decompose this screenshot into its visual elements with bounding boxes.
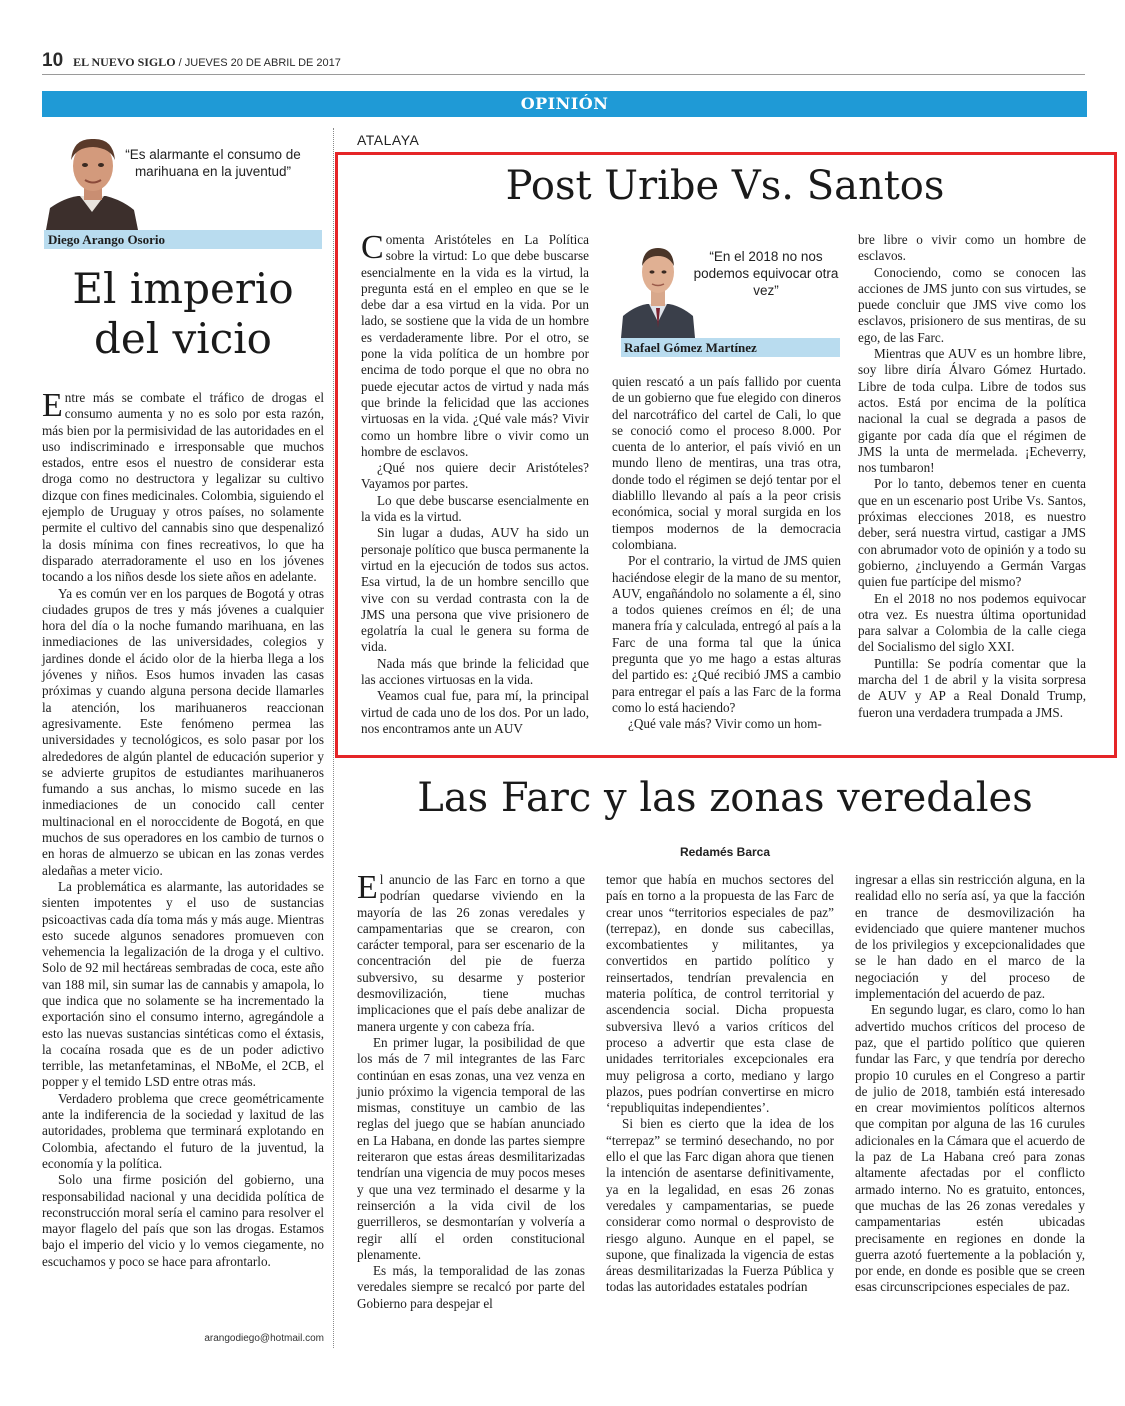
pull-quote-left: “Es alarmante el consumo de marihuana en la juventud” xyxy=(125,147,301,179)
article-title-lower: Las Farc y las zonas veredales xyxy=(417,775,1033,821)
article-column-1 xyxy=(361,229,589,737)
drop-cap: E xyxy=(42,387,63,424)
section-band xyxy=(42,91,1087,117)
paragraph: ¿Qué nos quiere decir Aristóteles? Vayamos por partes. xyxy=(361,460,589,492)
drop-cap: E xyxy=(357,869,378,906)
author-byline-atalaya xyxy=(621,338,840,357)
paragraph: En el 2018 no nos podemos equivocar otra vez. Es nuestra última oportunidad para salvar a Colombia de la calle ciega del Socialismo del siglo XXI. xyxy=(858,590,1086,655)
paragraph: Veamos cual fue, para mí, la principal virtud de cada uno de los dos. Por un lado, nos encontramos ante un AUV xyxy=(361,688,589,736)
article-title-left: El imperio del vicio xyxy=(72,264,294,363)
lower-column-2 xyxy=(606,872,834,1296)
paragraph: La problemática es alarmante, las autoridades se sienten impotentes y el uso de sustancias psicoactivas cada día toma más y más auge. Mientras esto sucede algunos senadores promueven con vehemencia la legalización de la droga y el cultivo. Solo de 92 mil hectáreas sembradas de coca, este año van 188 mil, sin sumar las de cannabis y amapola, lo que indica que no solamente se ha incrementado la exportación sino el consumo interno, agregándole a esto las nuevas sustancias sintéticas como el éxtasis, la cocaína rosada que es de un poder adictivo terrible, las metanfetaminas, el NBoMe, el 2CB, el popper y el temido LSD entre otras más. xyxy=(42,878,324,1090)
paragraph: temor que había en muchos sectores del país en torno a la propuesta de las Farc de crear unos “territorios especiales de paz” (terrepaz), en donde sus cabecillas, excombatientes y militantes, ya convertidos en partido político y reinsertados, tendrían prevalencia en materia política, de control territorial y ascendencia social. Dicha propuesta subversiva llevó a varios críticos del proceso a advertir que esta clase de unidades territoriales excepcionales era muy peligrosa a corto, mediano y largo plazos, pues podrían convertirse en micro ‘republiquitas independientes’. xyxy=(606,872,834,1116)
masthead xyxy=(42,50,1085,75)
paragraph: ingresar a ellas sin restricción alguna, en la realidad ello no sería así, ya que la facción en trance de desmovilización ha evidenciado que quiere mantener muchos de los privilegios y excepcionalidades que se le han dado en el marco de la negociación y del proceso de implementación del acuerdo de paz. xyxy=(855,872,1085,1002)
paragraph: Solo una firme posición del gobierno, una responsabilidad nacional y una decidida política de reconstrucción moral sería el camino para resolver el mayor flagelo del país que son las drogas. Estamos bajo el imperio del vicio y lo vemos ciegamente, no escuchamos y poco se hace para afrontarlo. xyxy=(42,1172,324,1269)
paragraph: ¿Qué vale más? Vivir como un hom- xyxy=(628,716,822,732)
article-title-main: Post Uribe Vs. Santos xyxy=(505,163,945,209)
section-label: OPINIÓN xyxy=(520,94,609,113)
paragraph: Conociendo, como se conocen las acciones de JMS junto con sus virtudes, se puede concluir que JMS vive como los esclavos, prisionero de sus mentiras, de su ego, de las Farc. xyxy=(858,264,1086,345)
paragraph: Verdadero problema que crece geométricamente ante la indiferencia de la sociedad y laxitud de las autoridades, problema que terminará explotando en Colombia, afectando el futuro de la juventud, la economía y la política. xyxy=(42,1090,324,1171)
paragraph: Lo que debe buscarse esencialmente en la vida es la virtud. xyxy=(361,492,589,525)
author-byline-left xyxy=(44,230,322,249)
lower-column-3 xyxy=(855,872,1085,1296)
paragraph: El anuncio de las Farc en torno a que podrían quedarse viviendo en la mayoría de las 26 zonas veredales y campamentarias que se crearon, con carácter temporal, para ser escenario de la concentración del pie de fuerza subversivo, su desarme y posterior desmovilización, tiene muchas implicaciones que el país debe analizar de manera urgente y con cabeza fría. xyxy=(357,869,585,1034)
drop-cap: C xyxy=(361,229,384,266)
article-body-left xyxy=(42,387,324,1270)
article-column-2 xyxy=(612,374,841,733)
masthead-info xyxy=(73,57,341,69)
paragraph: Por el contrario, la virtud de JMS quien haciéndose elegir de la mano de su mentor, AUV, engañándolo no solamente a él, sino a todos quienes creímos en él; de una manera fría y calculada, entregó al país a la Farc de una forma tal que la única pregunta que yo me hago a estas alturas del partido es: ¿Qué recibió JMS a cambio para entregar el país a las Farc de la forma como lo está haciendo? xyxy=(612,553,841,715)
paragraph: Es más, la temporalidad de las zonas veredales siempre se recalcó por parte del Gobierno para despejar el xyxy=(357,1263,585,1311)
paragraph: Mientras que AUV es un hombre libre, soy libre diría Álvaro Gómez Hurtado. Libre de toda culpa. Libre de todos sus actos. Está por encima de la política nacional la cual se degrada a pasos de gigante por cada día que el régimen de JMS la unta de mermelada. ¡Echeverry, nos tumbaron! xyxy=(858,346,1086,476)
author-name: Rafael Gómez Martínez xyxy=(624,340,757,355)
paragraph: Puntilla: Se podría comentar que la marcha del 1 de abril y la visita sorpresa de AUV y AP a Real Donald Trump, fueron una verdadera trumpada a JMS. xyxy=(858,655,1086,720)
paragraph: Ya es común ver en los parques de Bogotá y otras ciudades grupos de tres y más jóvenes a cualquier hora del día o la noche fumando marihuana, en las inmediaciones de las universidades, colegios y jardines donde el ácido olor de la hierba llega a los jóvenes y niños. Esos humos invaden las casas próximas y cuando alguna persona decide llamarles la atención, los marihuaneros reaccionan agresivamente. Este fenómeno permea las universidades y tecnológicos, es solo pasar por los alrededores de algún plantel de educación superior y se advierte grupitos de estudiantes marihuaneros fumando a sus anchas, lo mismo sucede en las inmediaciones de un conocido call center multinacional en el noroccidente de Bogotá, en que muchos de sus operadores en los cambio de turnos o en horas de almuerzo se ubican en las zonas verdes aledañas a meter vicio. xyxy=(42,585,324,878)
paragraph: Nada más que brinde la felicidad que las acciones virtuosas en la vida. xyxy=(361,655,589,688)
paragraph: Por lo tanto, debemos tener en cuenta que en un escenario post Uribe Vs. Santos, próximas elecciones 2018, es nuestro deber, será nuestra virtud, castigar a JMS con abrumador voto de opinión y a todo su gobierno, ¿incluyendo a Germán Vargas quien fue partícipe del mismo? xyxy=(858,476,1086,590)
author-byline-lower: Redamés Barca xyxy=(679,845,771,859)
page-number: 10 xyxy=(42,50,64,71)
paragraph: En primer lugar, la posibilidad de que los más de 7 mil integrantes de las Farc continúan en esas zonas, una vez venza en junio próximo la vigencia temporal de las mismas, constituye un cambio de las reglas del juego que se habían anunciado en La Habana, en donde las partes siempre reiteraron que estas áreas desmilitarizadas tendrían una vigencia de muy pocos meses y que una vez terminado el desarme y la reinserción a la vida civil de los guerrilleros, se desmontarían y volvería a regir allí el orden constitucional plenamente. xyxy=(357,1034,585,1262)
issue-date: / JUEVES 20 DE ABRIL DE 2017 xyxy=(175,57,341,69)
author-email: arangodiego@hotmail.com xyxy=(204,1333,324,1344)
paragraph: En segundo lugar, es claro, como lo han advertido muchos críticos del proceso de paz, que el partido político que quieren fundar las Farc, y que tendría por derecho propio 10 curules en el Congreso a partir de julio de 2018, también está interesado en crear movimientos políticos alternos que compitan por alguna de las 16 curules adicionales en la Cámara que el acuerdo de la paz de La Habana creó para zonas altamente afectadas por el conflicto armado interno. No es gratuito, entonces, que muchas de las 26 zonas veredales y campamentarias estén ubicadas precisamente en regiones en donde la guerra azotó fuertemente a la población y, por ende, en donde es posible que se creen esas circunscripciones especiales de paz. xyxy=(855,1002,1085,1295)
article-column-3 xyxy=(858,232,1086,721)
paragraph: Entre más se combate el tráfico de drogas el consumo aumenta y no es solo por esta razón, más bien por la permisividad de las autoridades en el uso indiscriminado e irresponsable que muchos estados, entre esos el nuestro de considerar esta droga como no destructora y legalizar su cultivo dizque con fines medicinales. Colombia, siguiendo el ejemplo de Uruguay y otros países, no solamente permite el cultivo del cannabis sino que despenalizó la dosis mínima con fines recreativos, lo que ha disparado aterradoramente el uso en los jóvenes tocando a los niños desde los siete años en adelante. xyxy=(42,387,324,585)
pull-quote-atalaya: “En el 2018 no nos podemos equivocar otra vez” xyxy=(693,249,839,298)
paragraph: bre libre o vivir como un hombre de esclavos. xyxy=(858,232,1086,264)
paragraph: Si bien es cierto que la idea de los “terrepaz” se terminó desechando, no por ello el que las Farc digan ahora que tienen la intención de asentarse definitivamente, ya en la legalidad, en esas 26 zonas veredales y campamentarias, se puede considerar como normal o desprovisto de riesgo alguno. Aunque en el papel, se supone, que finalizada la vigencia de estas áreas desmilitarizadas la Fuerza Pública y todas las autoridades estatales podrían xyxy=(606,1116,834,1295)
paragraph: quien rescató a un país fallido por cuenta de un gobierno que fue elegido con dineros del narcotráfico del cartel de Cali, lo que se conoció como el proceso 8.000. Por cuenta de lo anterior, el país vivió en un mundo lleno de mentiras, una tras otra, donde todo el régimen se dejó tentar por el diablillo llevando al país a la peor crisis económica, social y moral surgida en los tiempos modernos de la democracia colombiana. xyxy=(612,374,841,552)
author-photo-rafael xyxy=(621,232,695,338)
paragraph: Sin lugar a dudas, AUV ha sido un personaje político que busca permanente la virtud en la ejecución de todos sus actos. Esa virtud, la de un hombre sencillo que vive con su verdad contrasta con la de JMS una persona que vive prisionero de egolatría la cual le genera su forma de vida. xyxy=(361,525,589,655)
author-name: Diego Arango Osorio xyxy=(48,232,165,247)
paragraph: Comenta Aristóteles en La Política sobre la virtud: Lo que debe buscarse esencialmente en la vida es la virtud, la pregunta está en el empleo en que se le debe dar a esa virtud en la vida. Por un lado, se sostiene que la vida de un hombre es verdaderamente libre. Por el otro, se pone la vida política de un hombre por encima de todo porque el que no obra no puede ejecutar actos de virtud y nada más que brinde la felicidad que las acciones virtuosas en la vida. ¿Qué vale más? Vivir como un hombre libre o vivir como un hombre de esclavos. xyxy=(361,229,589,459)
section-tag: ATALAYA xyxy=(357,132,420,148)
publication-name: EL NUEVO SIGLO xyxy=(73,55,176,69)
lower-column-1 xyxy=(357,869,585,1312)
